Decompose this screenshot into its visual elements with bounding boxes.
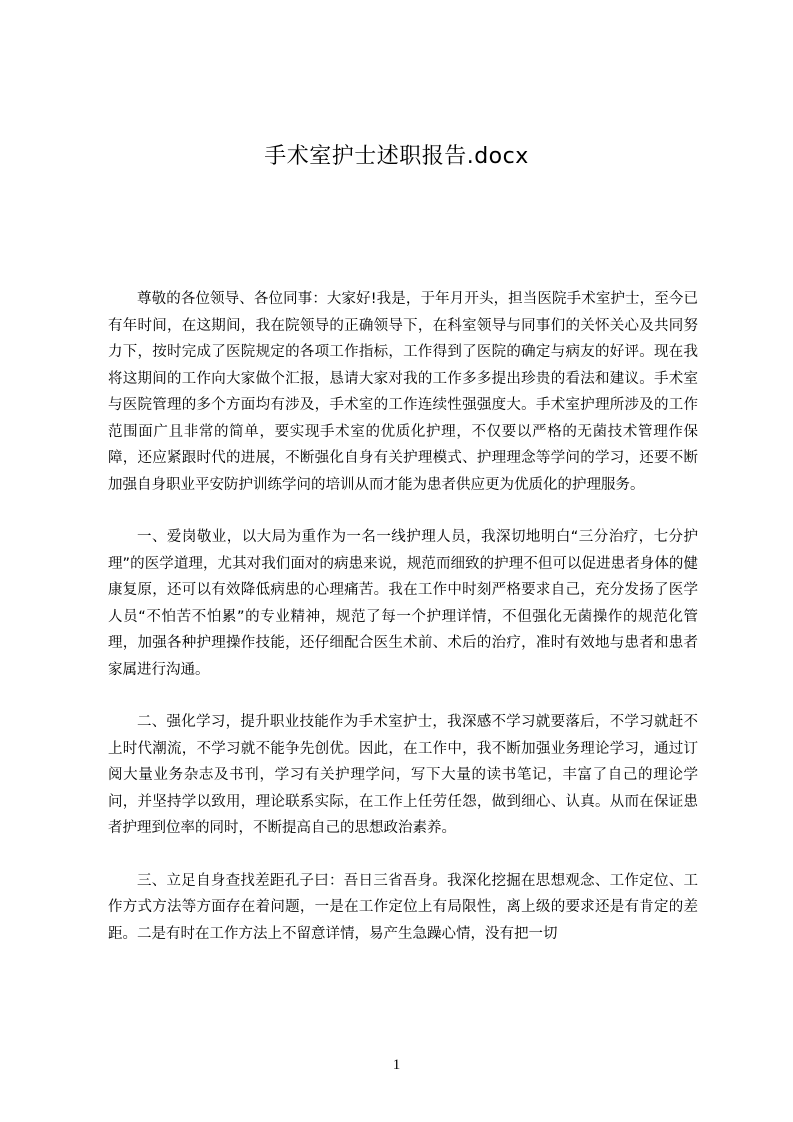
page-number: 1 — [392, 1057, 401, 1073]
paragraph-section-2: 二、强化学习，提升职业技能作为手术室护士，我深感不学习就要落后，不学习就赶不上时代潮流，不学习就不能争先创优。因此，在工作中，我不断加强业务理论学习，通过订阅大量业务杂志及书刊，学习有关护理学问，写下大量的读书笔记，丰富了自己的理论学问，并坚持学以致用，理论联系实际，在工作上任劳任怨，做到细心、认真。从而在保证患者护理到位率的同时，不断提高自己的思想政治素养。 — [108, 714, 698, 836]
paragraph-intro: 尊敬的各位领导、各位同事：大家好!我是，于年月开头，担当医院手术室护士，至今已有年时间，在这期间，我在院领导的正确领导下，在科室领导与同事们的关怀关心及共同努力下，按时完成了医院规定的各项工作指标，工作得到了医院的确定与病友的好评。现在我将这期间的工作向大家做个汇报，恳请大家对我的工作多多提出珍贵的看法和建议。手术室与医院管理的多个方面均有涉及，手术室的工作连续性强强度大。手术室护理所涉及的工作范围面广且非常的简单，要实现手术室的优质化护理，不仅要以严格的无菌技术管理作保障，还应紧跟时代的进展，不断强化自身有关护理模式、护理理念等学问的学习，还要不断加强自身职业平安防护训练学问的培训从而才能为患者供应更为优质化的护理服务。 — [108, 291, 698, 493]
paragraph-section-3: 三、立足自身查找差距孔子曰：吾日三省吾身。我深化挖掘在思想观念、工作定位、工作方式方法等方面存在着问题，一是在工作定位上有局限性，离上级的要求还是有肯定的差距。二是有时在工作方法上不留意详情，易产生急躁心情，没有把一切 — [108, 872, 698, 942]
document-body — [108, 286, 698, 973]
document-title: 手术室护士述职报告.docx — [264, 144, 529, 169]
paragraph-section-1: 一、爱岗敬业，以大局为重作为一名一线护理人员，我深切地明白“三分治疗，七分护理”的医学道理，尤其对我们面对的病患来说，规范而细致的护理不但可以促进患者身体的健康复原，还可以有效降低病患的心理痛苦。我在工作中时刻严格要求自己，充分发扬了医学人员“不怕苦不怕累”的专业精神，规范了每一个护理详情，不但强化无菌操作的规范化管理，加强各种护理操作技能，还仔细配合医生术前、术后的治疗，准时有效地与患者和患者家属进行沟通。 — [108, 529, 698, 678]
